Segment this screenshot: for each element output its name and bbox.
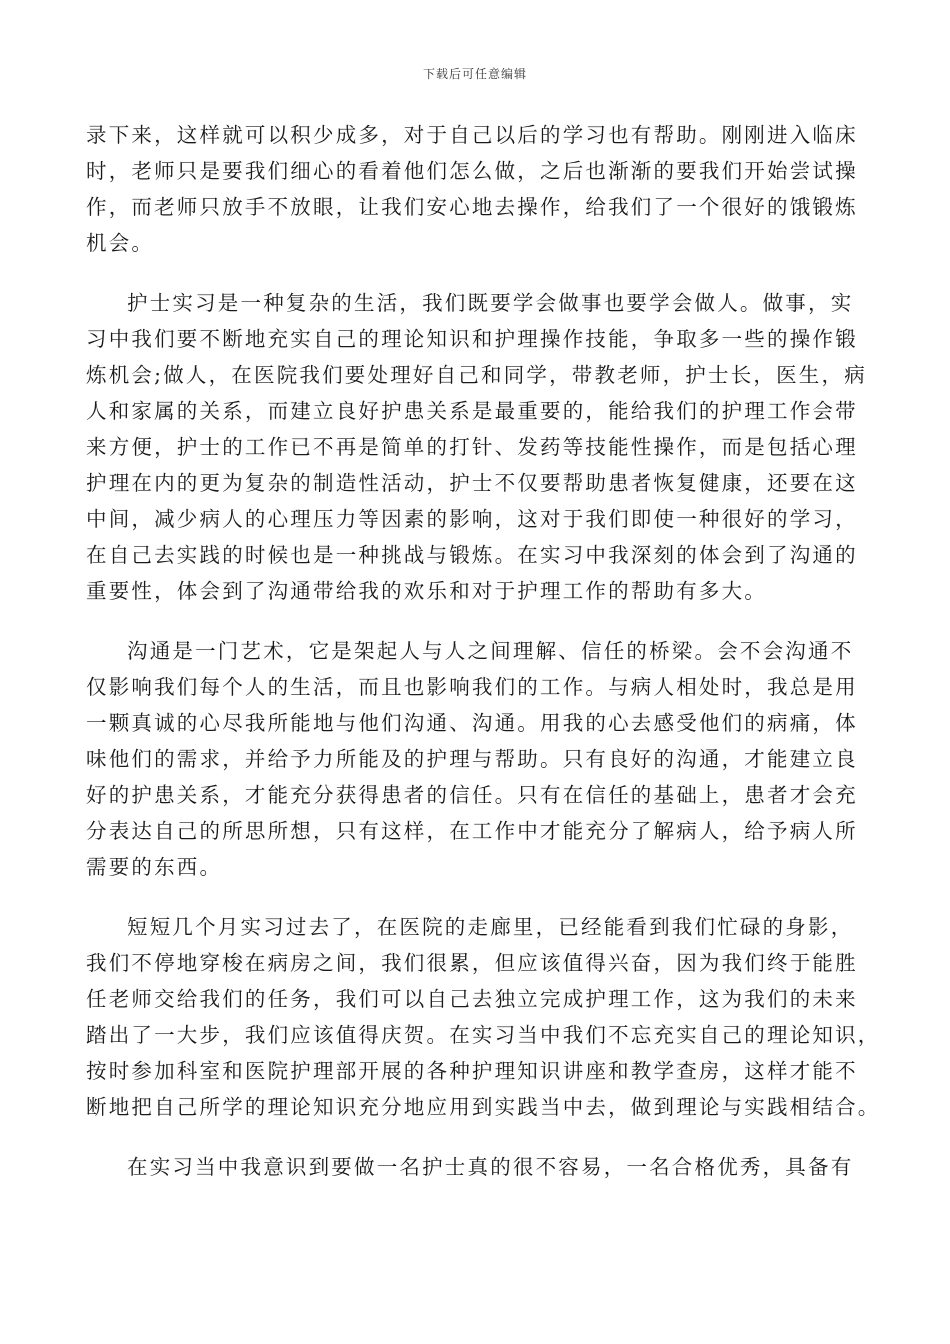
text-line: 中间，减少病人的心理压力等因素的影响，这对于我们即使一种很好的学习， xyxy=(86,507,858,531)
text-line: 机会。 xyxy=(86,231,155,255)
paragraph-4 xyxy=(86,909,881,1125)
text-line: 需要的东西。 xyxy=(86,855,223,879)
text-line: 按时参加科室和医院护理部开展的各种护理知识讲座和教学查房，这样才能不 xyxy=(86,1059,858,1083)
text-line: 踏出了一大步，我们应该值得庆贺。在实习当中我们不忘充实自己的理论知识， xyxy=(86,1023,881,1047)
text-line: 护理在内的更为复杂的制造性活动，护士不仅要帮助患者恢复健康，还要在这 xyxy=(86,471,858,495)
paragraph-1 xyxy=(86,117,866,261)
document-body xyxy=(86,117,881,1209)
text-line: 人和家属的关系，而建立良好护患关系是最重要的，能给我们的护理工作会带 xyxy=(86,399,858,423)
text-line: 在实习当中我意识到要做一名护士真的很不容易，一名合格优秀，具备有 xyxy=(127,1155,854,1179)
text-line: 来方便，护士的工作已不再是简单的打针、发药等技能性操作，而是包括心理 xyxy=(86,435,858,459)
text-line: 时，老师只是要我们细心的看着他们怎么做，之后也渐渐的要我们开始尝试操 xyxy=(86,159,858,183)
text-line: 沟通是一门艺术，它是架起人与人之间理解、信任的桥梁。会不会沟通不 xyxy=(127,639,854,663)
paragraph-2 xyxy=(86,285,866,609)
text-line: 护士实习是一种复杂的生活，我们既要学会做事也要学会做人。做事，实 xyxy=(127,291,854,315)
paragraph-5 xyxy=(86,1149,866,1185)
page-header: 下载后可任意编辑 xyxy=(422,67,527,81)
text-line: 重要性，体会到了沟通带给我的欢乐和对于护理工作的帮助有多大。 xyxy=(86,579,767,603)
text-line: 断地把自己所学的理论知识充分地应用到实践当中去，做到理论与实践相结合。 xyxy=(86,1095,881,1119)
text-line: 分表达自己的所思所想，只有这样，在工作中才能充分了解病人，给予病人所 xyxy=(86,819,858,843)
text-line: 任老师交给我们的任务，我们可以自己去独立完成护理工作，这为我们的未来 xyxy=(86,987,858,1011)
text-line: 作，而老师只放手不放眼，让我们安心地去操作，给我们了一个很好的饿锻炼 xyxy=(86,195,858,219)
text-line: 炼机会;做人，在医院我们要处理好自己和同学，带教老师，护士长，医生，病 xyxy=(86,363,867,387)
text-line: 短短几个月实习过去了，在医院的走廊里，已经能看到我们忙碌的身影， xyxy=(127,915,854,939)
text-line: 一颗真诚的心尽我所能地与他们沟通、沟通。用我的心去感受他们的病痛，体 xyxy=(86,711,858,735)
text-line: 在自己去实践的时候也是一种挑战与锻炼。在实习中我深刻的体会到了沟通的 xyxy=(86,543,858,567)
text-line: 习中我们要不断地充实自己的理论知识和护理操作技能，争取多一些的操作锻 xyxy=(86,327,858,351)
paragraph-3 xyxy=(86,633,866,885)
text-line: 录下来，这样就可以积少成多，对于自己以后的学习也有帮助。刚刚进入临床 xyxy=(86,123,858,147)
text-line: 仅影响我们每个人的生活，而且也影响我们的工作。与病人相处时，我总是用 xyxy=(86,675,858,699)
text-line: 味他们的需求，并给予力所能及的护理与帮助。只有良好的沟通，才能建立良 xyxy=(86,747,858,771)
text-line: 我们不停地穿梭在病房之间，我们很累，但应该值得兴奋，因为我们终于能胜 xyxy=(86,951,858,975)
text-line: 好的护患关系，才能充分获得患者的信任。只有在信任的基础上，患者才会充 xyxy=(86,783,858,807)
